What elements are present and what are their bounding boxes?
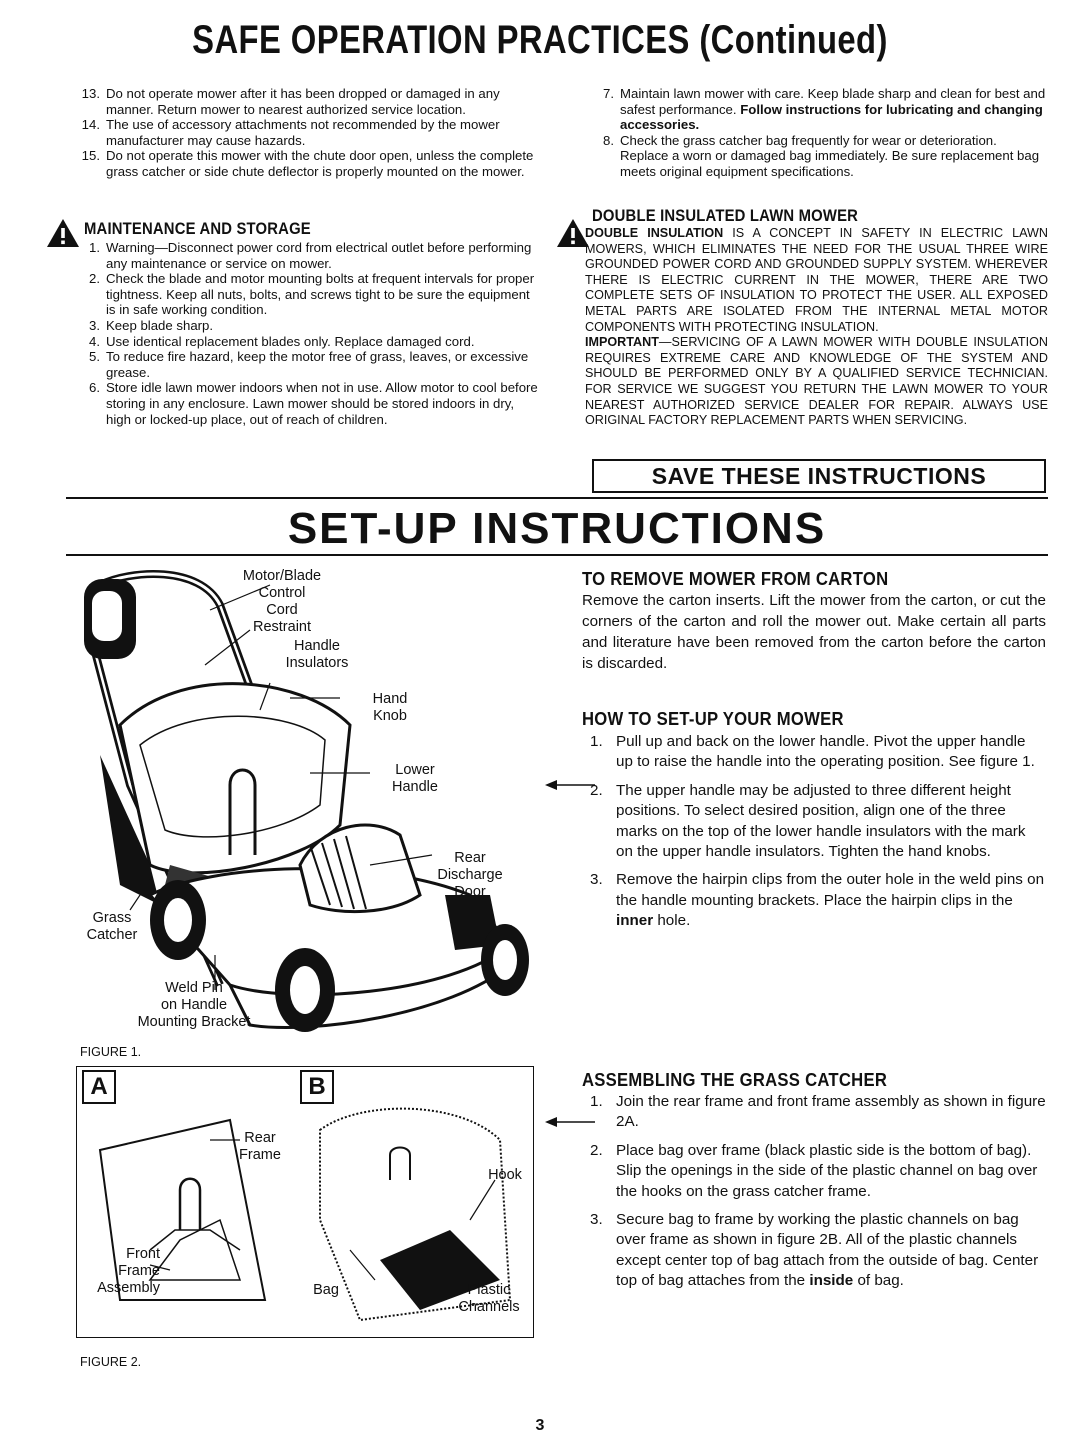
label-knob: Knob (373, 708, 407, 724)
label-weld-pin (114, 980, 274, 1031)
item-text: Secure bag to frame by working the plastic channels on bag over frame as shown in figure 2B. All of the plastic channels except center top of bag attach from the outside of bag. Center top of bag attaches from the (616, 1211, 1039, 1290)
item-text: hole. (653, 912, 691, 930)
item-number: 7. (603, 86, 614, 101)
divider-rule (66, 554, 1048, 556)
item-number: 8. (603, 132, 614, 148)
safe-ops-left (78, 86, 540, 180)
item-text: Warning—Disconnect power cord from electrical outlet before performing any maintenance or service on mower. (106, 240, 532, 271)
label-hand-knob (360, 691, 420, 725)
catcher-step (590, 1141, 1046, 1202)
label-restraint: Restraint (252, 619, 312, 635)
figure-2a-marker (82, 1070, 116, 1104)
figure-2b-marker (300, 1070, 334, 1104)
label-catcher: Catcher (86, 927, 138, 943)
item-number: 1. (590, 733, 603, 750)
label-handle: Handle (294, 638, 340, 654)
item-bold-text: Follow instructions for lubricating and changing accessories. (620, 101, 1043, 133)
item-number: 5. (89, 349, 100, 365)
maintenance-item (78, 271, 540, 318)
item-number: 4. (89, 333, 100, 349)
label-on-handle: on Handle (160, 997, 228, 1013)
item-text: of bag. (853, 1272, 904, 1290)
setup-step (590, 781, 1046, 863)
label-discharge: Discharge (437, 867, 503, 883)
item-text: The upper handle may be adjusted to three different height positions. To select desired position, align one of the three marks on the top of the lower handle insulators with the mark on the upper handle insulators. Tighten the hand knobs. (616, 781, 1026, 861)
label-lower-handle-line: Handle (392, 779, 438, 795)
label-rear-frame (230, 1130, 290, 1164)
label-bag (306, 1282, 346, 1299)
setup-title: SET-UP INSTRUCTIONS (287, 504, 827, 553)
safe-ops-item (592, 133, 1048, 180)
item-text: Keep blade sharp. (106, 317, 214, 333)
label-2b-hook: Hook (488, 1167, 522, 1183)
setup-mower-steps (590, 732, 1046, 940)
item-number: 3. (89, 317, 100, 333)
remove-carton-text: Remove the carton inserts. Lift the mower from the carton, or cut the corners of the carton and roll the mower out. Make certain all parts and literature have been removed from the carton before the carton is discarded. (582, 592, 1046, 672)
maintenance-heading: MAINTENANCE AND STORAGE (84, 220, 311, 238)
item-text: Store idle lawn mower indoors when not in use. Allow motor to cool before storing in any enclosure. Lawn mower should be stored indoors in dry, high or locked-up place, out of reach of children. (106, 380, 538, 427)
maintenance-item (78, 380, 540, 427)
label-2a-front: Front (126, 1246, 160, 1262)
item-text: Use identical replacement blades only. Replace damaged cord. (106, 333, 475, 349)
item-number: 2. (590, 1141, 603, 1159)
double-insulation-lead: DOUBLE INSULATION (585, 226, 724, 240)
item-text: The use of accessory attachments not recommended by the mower manufacturer may cause hazards. (106, 117, 500, 148)
double-insulated-text (585, 226, 1048, 429)
item-text: Check the grass catcher bag frequently for wear or deterioration. Replace a worn or damaged bag immediately. Be sure replacement bag meets original equipment specifications. (620, 132, 1040, 179)
safe-ops-item (592, 86, 1048, 133)
label-plastic-channels (448, 1282, 530, 1316)
divider-rule (66, 497, 1048, 499)
item-text: Check the blade and motor mounting bolts at frequent intervals for proper tightness. Keep all nuts, bolts, and screws tight to be sure the equipment is in safe working condition. (106, 271, 535, 318)
item-number: 2. (89, 271, 100, 287)
figure-2b-letter: B (308, 1073, 326, 1100)
label-lower-handle (380, 762, 450, 796)
item-number: 1. (89, 240, 100, 255)
label-hand: Hand (372, 691, 408, 707)
figure-1-mower-illustration (70, 565, 530, 1045)
catcher-step (590, 1210, 1046, 1292)
label-2b-bag: Bag (313, 1282, 339, 1298)
safe-ops-right (592, 86, 1048, 180)
label-rear-discharge-door (425, 850, 515, 901)
label-2b-plastic: Plastic (467, 1282, 511, 1298)
item-number: 1. (590, 1093, 603, 1110)
grass-catcher-heading: ASSEMBLING THE GRASS CATCHER (582, 1069, 888, 1090)
double-insulation-body: IS A CONCEPT IN SAFETY IN ELECTRIC LAWN MOWERS, WHICH ELIMINATES THE NEED FOR THE USUAL THREE WIRE GROUNDED POWER CORD AND GROUNDED SUPPLY SYSTEM. WHEREVER THERE IS ELECTRIC CURRENT IN THE MOWER, THERE ARE TWO COMPLETE SETS OF INSULATION TO PROTECT THE USER. ALL EXPOSED METAL PARTS ARE ISOLATED FROM THE INTERNAL METAL MOTOR COMPONENTS WITH PROTECTING INSULATION. (585, 226, 1048, 334)
figure-2-caption: FIGURE 2. (80, 1355, 142, 1369)
item-text: Do not operate this mower with the chute door open, unless the complete grass catcher or side chute deflector is properly mounted on the mower. (106, 148, 534, 179)
important-lead: IMPORTANT (585, 335, 659, 350)
label-2a-assembly: Assembly (97, 1280, 160, 1296)
arrow-left-icon (545, 1112, 595, 1132)
label-motor-blade-line: Motor/Blade (242, 568, 322, 584)
label-insulators: Insulators (285, 655, 349, 671)
maintenance-item (78, 334, 540, 350)
item-number: 14. (81, 117, 100, 133)
label-rear: Rear (454, 850, 486, 866)
figure-2a-letter: A (90, 1073, 108, 1100)
maintenance-list (78, 240, 540, 427)
label-2b-channels: Channels (458, 1299, 520, 1315)
item-number: 3. (590, 1211, 603, 1229)
arrow-left-icon (545, 775, 595, 795)
label-2a-front-frame: Frame (118, 1263, 160, 1279)
item-bold-text: inner (616, 912, 654, 930)
label-cord: Cord (266, 602, 298, 618)
label-door: Door (454, 884, 486, 900)
label-mounting-bracket: Mounting Bracket (137, 1014, 251, 1030)
label-lower: Lower (395, 762, 435, 778)
save-instructions-text: SAVE THESE INSTRUCTIONS (651, 463, 987, 489)
item-number: 3. (590, 871, 603, 889)
remove-carton-heading: TO REMOVE MOWER FROM CARTON (582, 568, 889, 589)
item-number: 2. (590, 781, 603, 799)
safe-ops-item (78, 117, 540, 148)
label-handle-insulators (262, 638, 372, 672)
catcher-step (590, 1092, 1046, 1133)
item-number: 15. (81, 148, 100, 164)
item-number: 6. (89, 380, 100, 396)
label-front-frame-assembly (80, 1246, 160, 1297)
figure-1-caption: FIGURE 1. (80, 1045, 142, 1059)
item-text: Join the rear frame and front frame assembly as shown in figure 2A. (616, 1093, 1046, 1131)
label-hook (482, 1167, 528, 1184)
item-bold-text: inside (809, 1272, 854, 1290)
grass-catcher-steps (590, 1092, 1046, 1300)
label-grass-catcher (74, 910, 150, 944)
warning-icon (46, 218, 80, 248)
maintenance-item (78, 318, 540, 334)
label-weld-pin-line: Weld Pin (165, 980, 223, 996)
safe-ops-item (78, 148, 540, 179)
item-text: Maintain lawn mower with care. Keep blade sharp and clean for best and safest performance. (620, 86, 1046, 117)
label-control: Control (258, 585, 306, 601)
important-body: —SERVICING OF A LAWN MOWER WITH DOUBLE INSULATION REQUIRES EXTREME CARE AND KNOWLEDGE OF THE SYSTEM AND SHOULD BE PERFORMED ONLY BY A QUALIFIED SERVICE TECHNICIAN. FOR SERVICE WE SUGGEST YOU RETURN THE LAWN MOWER TO YOUR NEAREST AUTHORIZED SERVICE DEALER FOR REPAIR. ALWAYS USE ORIGINAL FACTORY REPLACEMENT PARTS WHEN SERVICING. (585, 335, 1048, 428)
maintenance-item (78, 240, 540, 271)
label-2a-frame: Frame (239, 1147, 281, 1163)
label-grass: Grass (92, 910, 132, 926)
item-text: Do not operate mower after it has been dropped or damaged in any manner. Return mower to nearest authorized service location. (106, 86, 500, 117)
maintenance-item (78, 349, 540, 380)
save-instructions-box (592, 459, 1046, 493)
setup-mower-heading: HOW TO SET-UP YOUR MOWER (582, 708, 844, 729)
setup-step (590, 870, 1046, 931)
safe-ops-item (78, 86, 540, 117)
item-number: 13. (81, 86, 100, 101)
item-text: Remove the hairpin clips from the outer hole in the weld pins on the handle mounting brackets. Place the hairpin clips in the (616, 871, 1045, 909)
item-text: To reduce fire hazard, keep the motor free of grass, leaves, or excessive grease. (106, 349, 529, 380)
page-number: 3 (535, 1417, 545, 1434)
label-2a-rear: Rear (244, 1130, 276, 1146)
item-text: Pull up and back on the lower handle. Pivot the upper handle up to raise the handle into the operating position. See figure 1. (616, 733, 1035, 771)
double-insulated-heading: DOUBLE INSULATED LAWN MOWER (592, 207, 859, 225)
item-text: Place bag over frame (black plastic side is the bottom of bag). Slip the openings in the side of the plastic channel on bag over the hooks on the grass catcher frame. (616, 1141, 1038, 1200)
label-motor-blade (222, 568, 342, 636)
page-title: SAFE OPERATION PRACTICES (Continued) (192, 18, 888, 62)
setup-step (590, 732, 1046, 773)
